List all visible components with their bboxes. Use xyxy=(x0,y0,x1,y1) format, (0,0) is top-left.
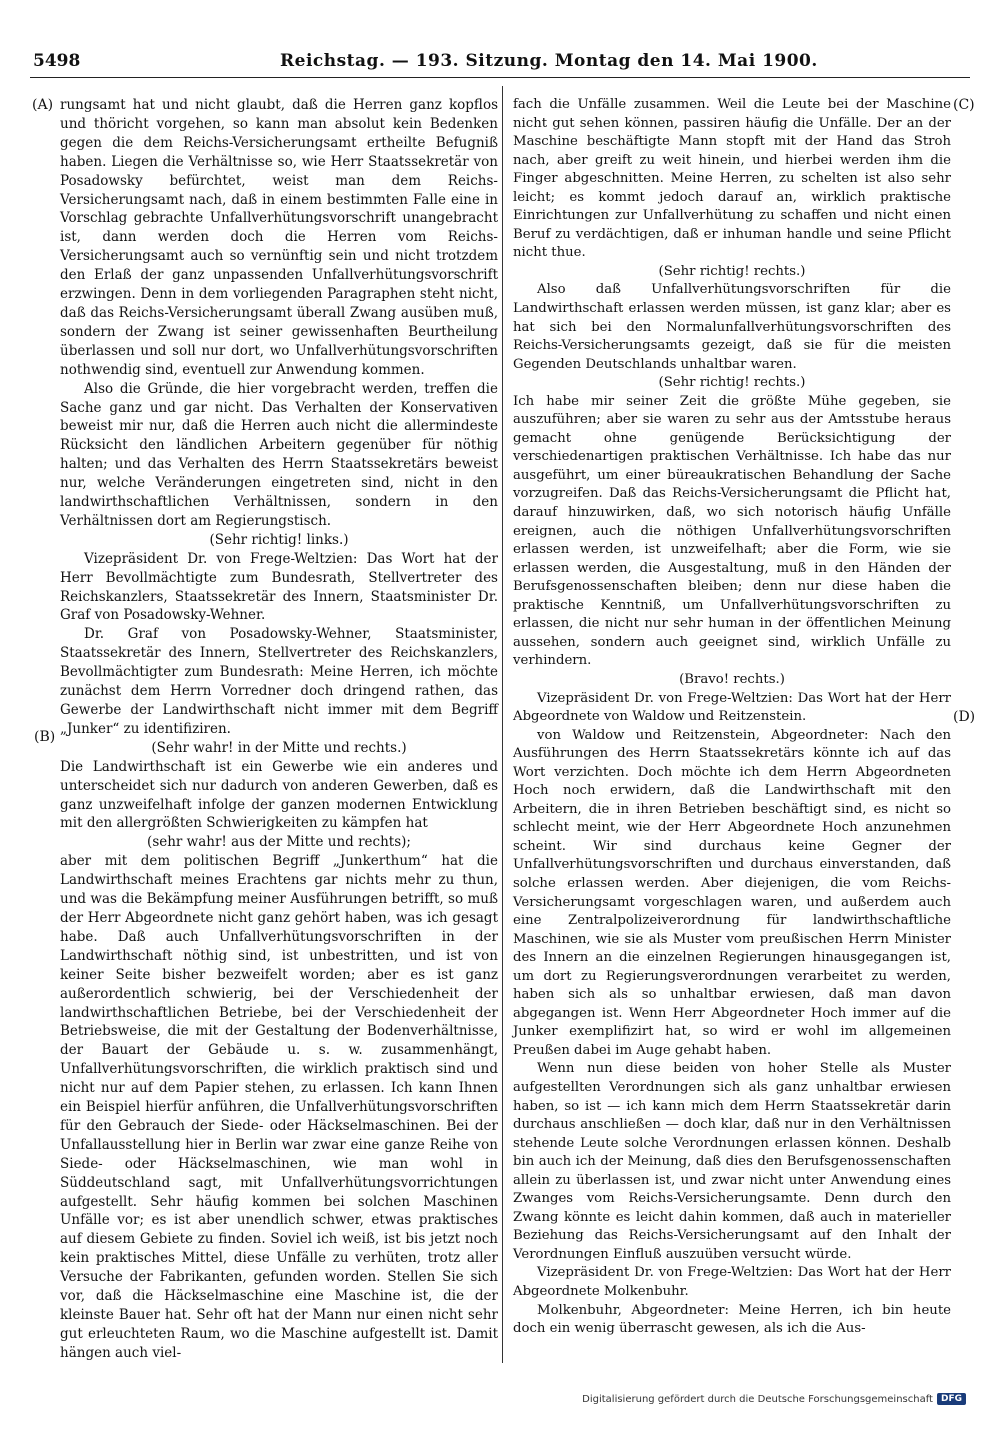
page-header xyxy=(30,51,970,75)
dfg-logo: DFG xyxy=(937,1393,966,1405)
speaker-paragraph: von Waldow und Reitzenstein, Abgeordneter: Nach den Ausführungen des Herrn Staatssekretärs könnte ich auf das Wort verzichten. Doch möchte ich dem Herrn Abgeordneten Hoch noch erwidern, daß die Landwirthschaft mit den Arbeitern, die in ihren Betrieben beschäftigt sind, es nicht so schlecht meint, wie der Herr Abgeordnete Hoch anzunehmen scheint. Wir sind durchaus keine Gegner der Unfallverhütungsvorschriften und durchaus einverstanden, daß solche erlassen werden. Aber diejenigen, die vom Reichs-Versicherungsamt vorgeschlagen waren, und außerdem auch eine Zentralpolizeiverordnung für landwirthschaftliche Maschinen, wie sie als Muster vom preußischen Herrn Minister des Innern an die einzelnen Regierungen hinausgegangen ist, um dort zu Regierungsverordnungen verarbeitet zu werden, haben sich als so unhaltbar erwiesen, daß man davon abgegangen ist. Wenn Herr Abgeordneter Hoch immer auf die Junker exemplifizirt hat, so wird er wohl im allgemeinen Preußen dabei im Auge gehabt haben. xyxy=(513,727,951,1058)
digitization-credit: Digitalisierung gefördert durch die Deutsche Forschungsgemeinschaft xyxy=(582,1393,933,1405)
margin-marker-d: (D) xyxy=(953,709,976,725)
running-title: Reichstag. — 193. Sitzung. Montag den 14. Mai 1900. xyxy=(280,51,818,71)
page-footer xyxy=(582,1393,966,1405)
left-column xyxy=(60,96,498,1363)
page-number: 5498 xyxy=(33,51,81,71)
speaker-paragraph: Vizepräsident Dr. von Frege-Weltzien: Das Wort hat der Herr Abgeordnete von Waldow und Reitzenstein. xyxy=(513,690,951,725)
interjection: (Sehr richtig! links.) xyxy=(209,531,349,548)
interjection: (Sehr wahr! in der Mitte und rechts.) xyxy=(151,739,407,756)
speaker-paragraph: Dr. Graf von Posadowsky-Wehner, Staatsminister, Staatssekretär des Innern, Stellvertreter des Reichskanzlers, Bevollmächtigter zum Bundesrath: Meine Herren, ich möchte zunächst dem Herrn Vorredner doch dringend rathen, das Gewerbe der Landwirthschaft nicht immer mit dem Begriff „Junker“ zu identifiziren. xyxy=(60,626,498,737)
speaker-paragraph: Vizepräsident Dr. von Frege-Weltzien: Das Wort hat der Herr Bevollmächtigte zum Bundesrath, Stellvertreter des Reichskanzlers, Staatssekretär des Innern, Staatsminister Dr. Graf von Posadowsky-Wehner. xyxy=(60,550,498,624)
paragraph: fach die Unfälle zusammen. Weil die Leute bei der Maschine nicht gut sehen können, passiren häufig die Unfälle. Der an der Maschine beschäftigte Mann stopft mit der Hand das Stroh nach, aber greift zu weit hinein, und hierbei werden ihm die Finger abgeschnitten. Meine Herren, zu schelten ist also sehr leicht; es kommt jedoch darauf an, wirklich praktische Einrichtungen zur Unfallverhütung zu schaffen und nicht einen Beruf zu verdächtigen, daß er inhuman handle und seine Pflicht nicht thue. xyxy=(513,97,951,261)
margin-marker-a: (A) xyxy=(32,97,54,113)
paragraph: Wenn nun diese beiden von hoher Stelle als Muster aufgestellten Verordnungen sich als ganz unhaltbar erwiesen haben, so ist — ich kann mich dem Herrn Staatssekretär darin durchaus anschließen — doch klar, daß nur in den Verhältnissen stehende Leute solche Verordnungen erlassen können. Deshalb bin auch ich der Meinung, daß dies den Berufsgenossenschaften allein zu überlassen ist, und zwar nicht unter Anwendung eines Zwanges vom Reichs-Versicherungsamte. Denn durch den Zwang könnte es leicht dahin kommen, daß auch in materieller Beziehung das Reichs-Versicherungsamt auf den Inhalt der Verordnungen Einfluß auszuüben versucht würde. xyxy=(513,1061,951,1262)
margin-marker-b: (B) xyxy=(34,729,56,745)
speaker-paragraph: Molkenbuhr, Abgeordneter: Meine Herren, ich bin heute doch ein wenig überrascht gewesen, als ich die Aus- xyxy=(513,1302,951,1337)
margin-marker-c: (C) xyxy=(953,97,975,113)
paragraph: aber mit dem politischen Begriff „Junkerthum“ hat die Landwirthschaft meines Erachtens gar nichts mehr zu thun, und was die Bekämpfung meiner Ausführungen betrifft, so muß der Herr Abgeordnete nicht ganz gehört haben, was ich gesagt habe. Daß auch Unfallverhütungsvorschriften in der Landwirthschaft nöthig sind, ist unbestritten, und ist von keiner Seite bisher bezweifelt worden; aber es ist ganz außerordentlich schwierig, bei der Verschiedenheit der landwirthschaftlichen Betriebe, bei der Verschiedenheit der Betriebsweise, die mit der Gestaltung der Bodenverhältnisse, der Bauart der Gebäude u. s. w. zusammenhängt, Unfallverhütungsvorschriften, die wirklich praktisch sind und nicht nur auf dem Papier stehen, zu erlassen. Ich kann Ihnen ein Beispiel hierfür anführen, die Unfallverhütungsvorschriften für den Gebrauch der Siede- oder Häckselmaschinen. Bei der Unfallausstellung hier in Berlin war zwar eine ganze Reihe von Siede- oder Häckselmaschinen, wie man wohl in Süddeutschland sagt, mit Unfallverhütungsvorrichtungen aufgestellt. Sehr häufig kommen bei solchen Maschinen Unfälle vor; es ist aber unendlich schwer, etwas praktisches auf diesem Gebiete zu finden. Soviel ich weiß, ist bis jetzt noch kein praktisches Mittel, diese Unfälle zu verhüten, trotz aller Versuche der Fabrikanten, gefunden worden. Stellen Sie sich vor, daß die Häckselmaschine eine Maschine ist, die der kleinste Bauer hat. Sehr oft hat der Mann nur einen nicht sehr gut erleuchteten Raum, wo die Maschine aufgestellt ist. Damit hängen auch viel- xyxy=(60,853,498,1361)
paragraph: Also daß Unfallverhütungsvorschriften für die Landwirthschaft erlassen werden müssen, ist ganz klar; aber es hat sich bei den Normalunfallverhütungsvorschriften des Reichs-Versicherungsamts gezeigt, daß sie für die meisten Gegenden Deutschlands unhaltbar waren. xyxy=(513,282,951,372)
header-rule xyxy=(30,77,970,78)
column-divider xyxy=(502,86,503,1363)
interjection: (Sehr richtig! rechts.) xyxy=(658,263,806,279)
speaker-paragraph: Vizepräsident Dr. von Frege-Weltzien: Das Wort hat der Herr Abgeordnete Molkenbuhr. xyxy=(513,1265,951,1299)
paragraph: rungsamt hat und nicht glaubt, daß die Herren ganz kopflos und thöricht vorgehen, so kann man absolut kein Bedenken gegen die dem Reichs-Versicherungsamt ertheilte Befugniß haben. Liegen die Verhältnisse so, wie Herr Staatssekretär von Posadowsky befürchtet, weist man dem Reichs-Versicherungsamt nach, daß in einem bestimmten Falle eine in Vorschlag gebrachte Unfallverhütungsvorschrift unangebracht ist, dann werden doch die Herren vom Reichs-Versicherungsamt auch so vernünftig sein und nicht trotzdem den Erlaß der ganz unpassenden Unfallverhütungsvorschrift erzwingen. Denn in dem vorliegenden Paragraphen steht nicht, daß das Reichs-Versicherungsamt überall Zwang ausüben muß, sondern der Zwang ist seiner gewissenhaften Beurtheilung überlassen und soll nur dort, wo Unfallverhütungsvorschriften nothwendig sind, eventuell zur Anwendung kommen. xyxy=(60,97,498,378)
paragraph: Also die Gründe, die hier vorgebracht werden, treffen die Sache ganz und gar nicht. Das Verhalten der Konservativen beweist mir nur, daß die Herren auch nicht die allermindeste Rücksicht den ländlichen Arbeitern gegenüber für nöthig halten; und das Verhalten des Herrn Staatssekretärs beweist nur, welche Veränderungen eingetreten sind, nicht in den landwirthschaftlichen Verhältnissen, sondern in den Verhältnissen dort am Regierungstisch. xyxy=(60,380,498,529)
paragraph: Ich habe mir seiner Zeit die größte Mühe gegeben, sie auszuführen; aber sie waren zu sehr aus der Amtsstube heraus gemacht ohne genügende Berücksichtigung der verschiedenartigen praktischen Verhältnisse. Ich habe das nur ausgeführt, um einer büreaukratischen Behandlung der Sache vorzugreifen. Daß das Reichs-Versicherungsamt die Pflicht hat, darauf hinzuwirken, daß, wo sich notorisch häufig Unfälle ereignen, auch die nöthigen Unfallverhütungsvorschriften erlassen werden, ist unzweifelhaft; aber die Form, wie sie erlassen werden, die Ausgestaltung, muß in den Händen der Berufsgenossenschaften bleiben; denn nur diese haben die praktische Kenntniß, um Unfallverhütungsvorschriften zu erlassen, die nicht nur sehr human in der öffentlichen Meinung aussehen, sondern auch geeignet sind, wirklich Unfälle zu verhindern. xyxy=(513,393,951,669)
interjection: (Sehr richtig! rechts.) xyxy=(658,375,806,391)
paragraph: Die Landwirthschaft ist ein Gewerbe wie ein anderes und unterscheidet sich nur dadurch von anderen Gewerben, daß es ganz unzweifelhaft infolge der ganzen modernen Entwicklung mit den allergrößten Schwierigkeiten zu kämpfen hat xyxy=(60,758,498,832)
right-column xyxy=(513,96,951,1339)
interjection: (Bravo! rechts.) xyxy=(679,671,785,687)
interjection: (sehr wahr! aus der Mitte und rechts); xyxy=(147,834,411,851)
